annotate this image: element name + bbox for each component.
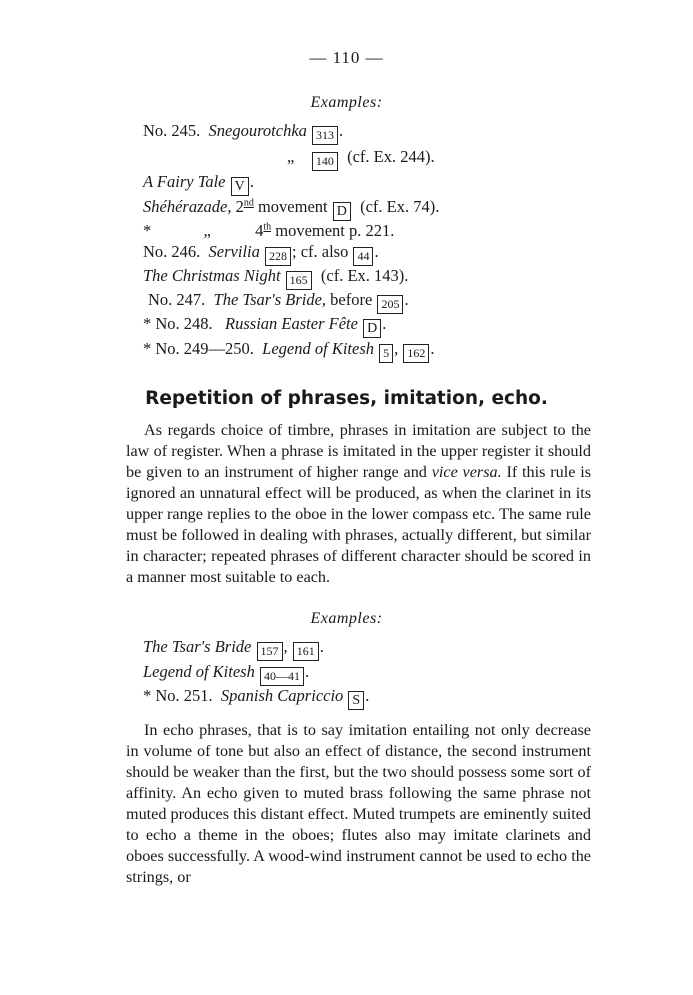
work-title: Russian Easter Fête bbox=[225, 314, 358, 333]
body-paragraph: As regards choice of timbre, phrases in imitation are subject to the law of register. When a phrase is imitated in the upper register it should be given to an instrument of higher range and vice versa. If this rule is ignored an unnatural effect will be produced, as when the clarinet in its upper range replies to the oboe in the lower compass etc. The same rule must be followed in dealing with phrases, actually different, but similar in character; repeated phrases of different character should be scored in a manner most suitable to each. bbox=[126, 421, 591, 586]
rehearsal-number-box: 5 bbox=[379, 344, 393, 363]
work-title: Shéhérazade, bbox=[143, 197, 232, 216]
rehearsal-number-box: 157 bbox=[257, 642, 283, 661]
example-line: * No. 249—250. Legend of Kitesh 5 , 162 . bbox=[143, 339, 435, 363]
rehearsal-letter-box: V bbox=[231, 177, 249, 196]
work-title: A Fairy Tale bbox=[143, 172, 226, 191]
page-number: — 110 — bbox=[309, 48, 384, 67]
work-title: The Tsar's Bride, bbox=[213, 290, 327, 309]
rehearsal-letter-box: S bbox=[348, 691, 364, 710]
example-line: * No. 248. Russian Easter Fête D . bbox=[143, 314, 387, 336]
rehearsal-number-box: 165 bbox=[286, 271, 312, 290]
example-line: * No. 251. Spanish Capriccio S . bbox=[143, 686, 370, 708]
example-line: Shéhérazade, 2nd movement D (cf. Ex. 74). bbox=[143, 197, 440, 219]
work-title: The Tsar's Bride bbox=[143, 637, 252, 656]
work-title: Legend of Kitesh bbox=[143, 662, 255, 681]
rehearsal-letter-box: D bbox=[363, 319, 381, 338]
work-title: Servilia bbox=[208, 242, 260, 261]
rehearsal-number-box: 140 bbox=[312, 152, 338, 171]
example-line: No. 246. Servilia 228 ; cf. also 44 . bbox=[143, 242, 379, 266]
examples-heading: Examples: bbox=[310, 94, 383, 111]
work-title: The Christmas Night bbox=[143, 266, 281, 285]
example-line: The Christmas Night 165 (cf. Ex. 143). bbox=[143, 266, 408, 290]
rehearsal-number-box: 162 bbox=[403, 344, 429, 363]
work-title: Spanish Capriccio bbox=[220, 686, 344, 705]
example-line: No. 247. The Tsar's Bride, before 205 . bbox=[148, 290, 409, 314]
rehearsal-number-box: 44 bbox=[353, 247, 373, 266]
rehearsal-number-box: 228 bbox=[265, 247, 291, 266]
examples-heading: Examples: bbox=[310, 610, 383, 627]
example-line: * „ 4th movement p. 221. bbox=[143, 221, 395, 240]
rehearsal-number-box: 40—41 bbox=[260, 667, 304, 686]
example-line: „ 140 (cf. Ex. 244). bbox=[287, 147, 435, 171]
rehearsal-number-box: 161 bbox=[293, 642, 319, 661]
example-line: Legend of Kitesh 40—41 . bbox=[143, 662, 309, 686]
example-line: A Fairy Tale V . bbox=[143, 172, 254, 194]
body-paragraph: In echo phrases, that is to say imitation entailing not only decrease in volume of tone but also an effect of distance, the second instrument should be weaker than the first, but the two should possess some sort of affinity. An echo given to muted brass following the same phrase not muted produces this distant effect. Muted trumpets are eminently suited to echo a theme in the oboes; flutes also may imitate clarinets and oboes successfully. A wood-wind instrument cannot be used to echo the strings, or bbox=[126, 721, 591, 886]
work-title: Snegourotchka bbox=[208, 121, 307, 140]
section-heading: Repetition of phrases, imitation, echo. bbox=[145, 388, 548, 409]
rehearsal-letter-box: D bbox=[333, 202, 351, 221]
rehearsal-number-box: 313 bbox=[312, 126, 338, 145]
example-line: The Tsar's Bride 157 , 161 . bbox=[143, 637, 324, 661]
example-line: No. 245. Snegourotchka 313 . bbox=[143, 121, 343, 145]
work-title: Legend of Kitesh bbox=[262, 339, 374, 358]
rehearsal-number-box: 205 bbox=[377, 295, 403, 314]
